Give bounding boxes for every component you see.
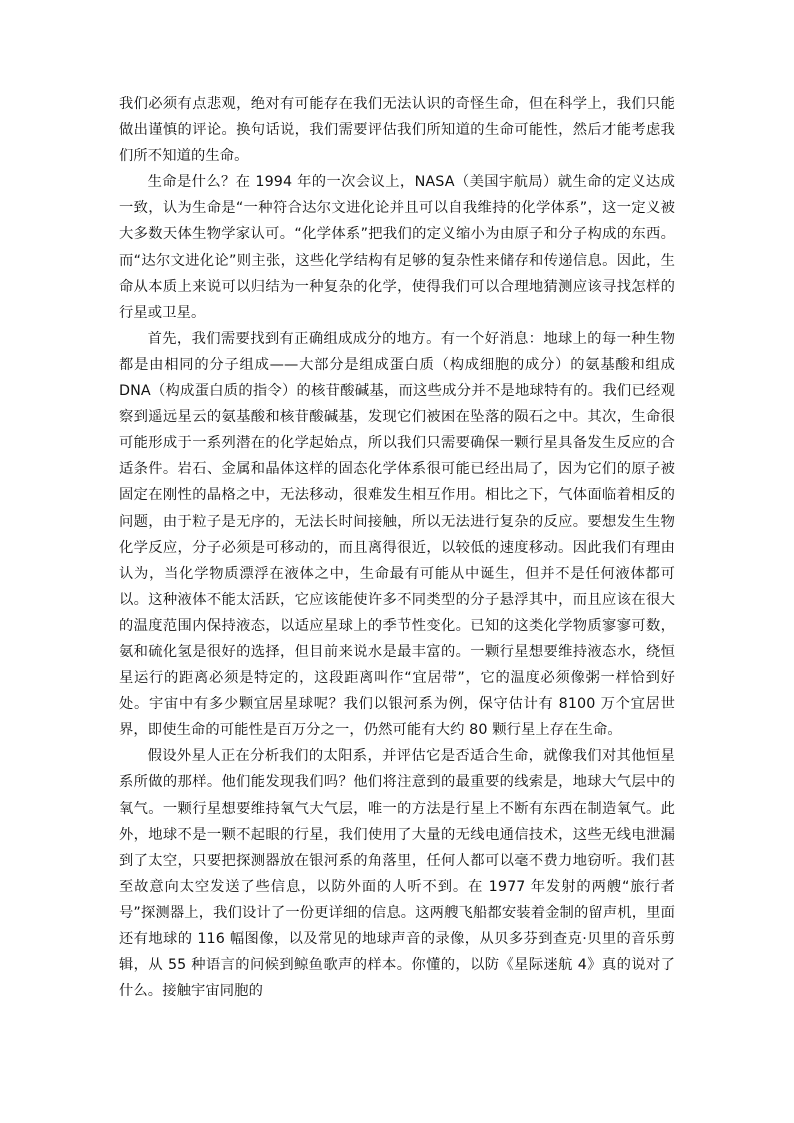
paragraph-4: 假设外星人正在分析我们的太阳系，并评估它是否适合生命，就像我们对其他恒星系所做的那样。他们能发现我们吗？他们将注意到的最重要的线索是，地球大气层中的氧气。一颗行星想要维持氧气大气层，唯一的方法是行星上不断有东西在制造氧气。此外，地球不是一颗不起眼的行星，我们使用了大量的无线电通信技术，这些无线电泄漏到了太空，只要把探测器放在银河系的角落里，任何人都可以毫不费力地窃听。我们甚至故意向太空发送了些信息，以防外面的人听不到。在 1977 年发射的两艘“旅行者号”探测器上，我们设计了一份更详细的信息。这两艘飞船都安装着金制的留声机，里面还有地球的 116 幅图像，以及常见的地球声音的录像，从贝多芬到查克·贝里的音乐剪辑，从 55 种语言的问候到鲸鱼歌声的样本。你懂的，以防《星际迷航 4》真的说对了什么。接触宇宙同胞的 — [119, 748, 675, 1000]
paragraph-1: 我们必须有点悲观，绝对有可能存在我们无法认识的奇怪生命，但在科学上，我们只能做出谨慎的评论。换句话说，我们需要评估我们所知道的生命可能性，然后才能考虑我们所不知道的生命。 — [119, 96, 675, 165]
paragraph-2: 生命是什么？在 1994 年的一次会议上，NASA（美国宇航局）就生命的定义达成一致，认为生命是“一种符合达尔文进化论并且可以自我维持的化学体系”，这一定义被大多数天体生物学家认可。“化学体系”把我们的定义缩小为由原子和分子构成的东西。而“达尔文进化论”则主张，这些化学结构有足够的复杂性来储存和传递信息。因此，生命从本质上来说可以归结为一种复杂的化学，使得我们可以合理地猜测应该寻找怎样的行星或卫星。 — [119, 174, 675, 321]
paragraph-3: 首先，我们需要找到有正确组成成分的地方。有一个好消息：地球上的每一种生物都是由相同的分子组成——大部分是组成蛋白质（构成细胞的成分）的氨基酸和组成 DNA（构成蛋白质的指令）的核苷酸碱基，而这些成分并不是地球特有的。我们已经观察到遥远星云的氨基酸和核苷酸碱基，发现它们被困在坠落的陨石之中。其次，生命很可能形成于一系列潜在的化学起始点，所以我们只需要确保一颗行星具备发生反应的合适条件。岩石、金属和晶体这样的固态化学体系很可能已经出局了，因为它们的原子被固定在刚性的晶格之中，无法移动，很难发生相互作用。相比之下，气体面临着相反的问题，由于粒子是无序的，无法长时间接触，所以无法进行复杂的反应。要想发生生物化学反应，分子必须是可移动的，而且离得很近，以较低的速度移动。因此我们有理由认为，当化学物质漂浮在液体之中，生命最有可能从中诞生，但并不是任何液体都可以。这种液体不能太活跃，它应该能使许多不同类型的分子悬浮其中，而且应该在很大的温度范围内保持液态，以适应星球上的季节性变化。已知的这类化学物质寥寥可数，氨和硫化氢是很好的选择，但目前来说水是最丰富的。一颗行星想要维持液态水，绕恒星运行的距离必须是特定的，这段距离叫作“宜居带”，它的温度必须像粥一样恰到好处。宇宙中有多少颗宜居星球呢？我们以银河系为例，保守估计有 8100 万个宜居世界，即使生命的可能性是百万分之一，仍然可能有大约 80 颗行星上存在生命。 — [119, 330, 675, 739]
document-page — [119, 91, 675, 1004]
